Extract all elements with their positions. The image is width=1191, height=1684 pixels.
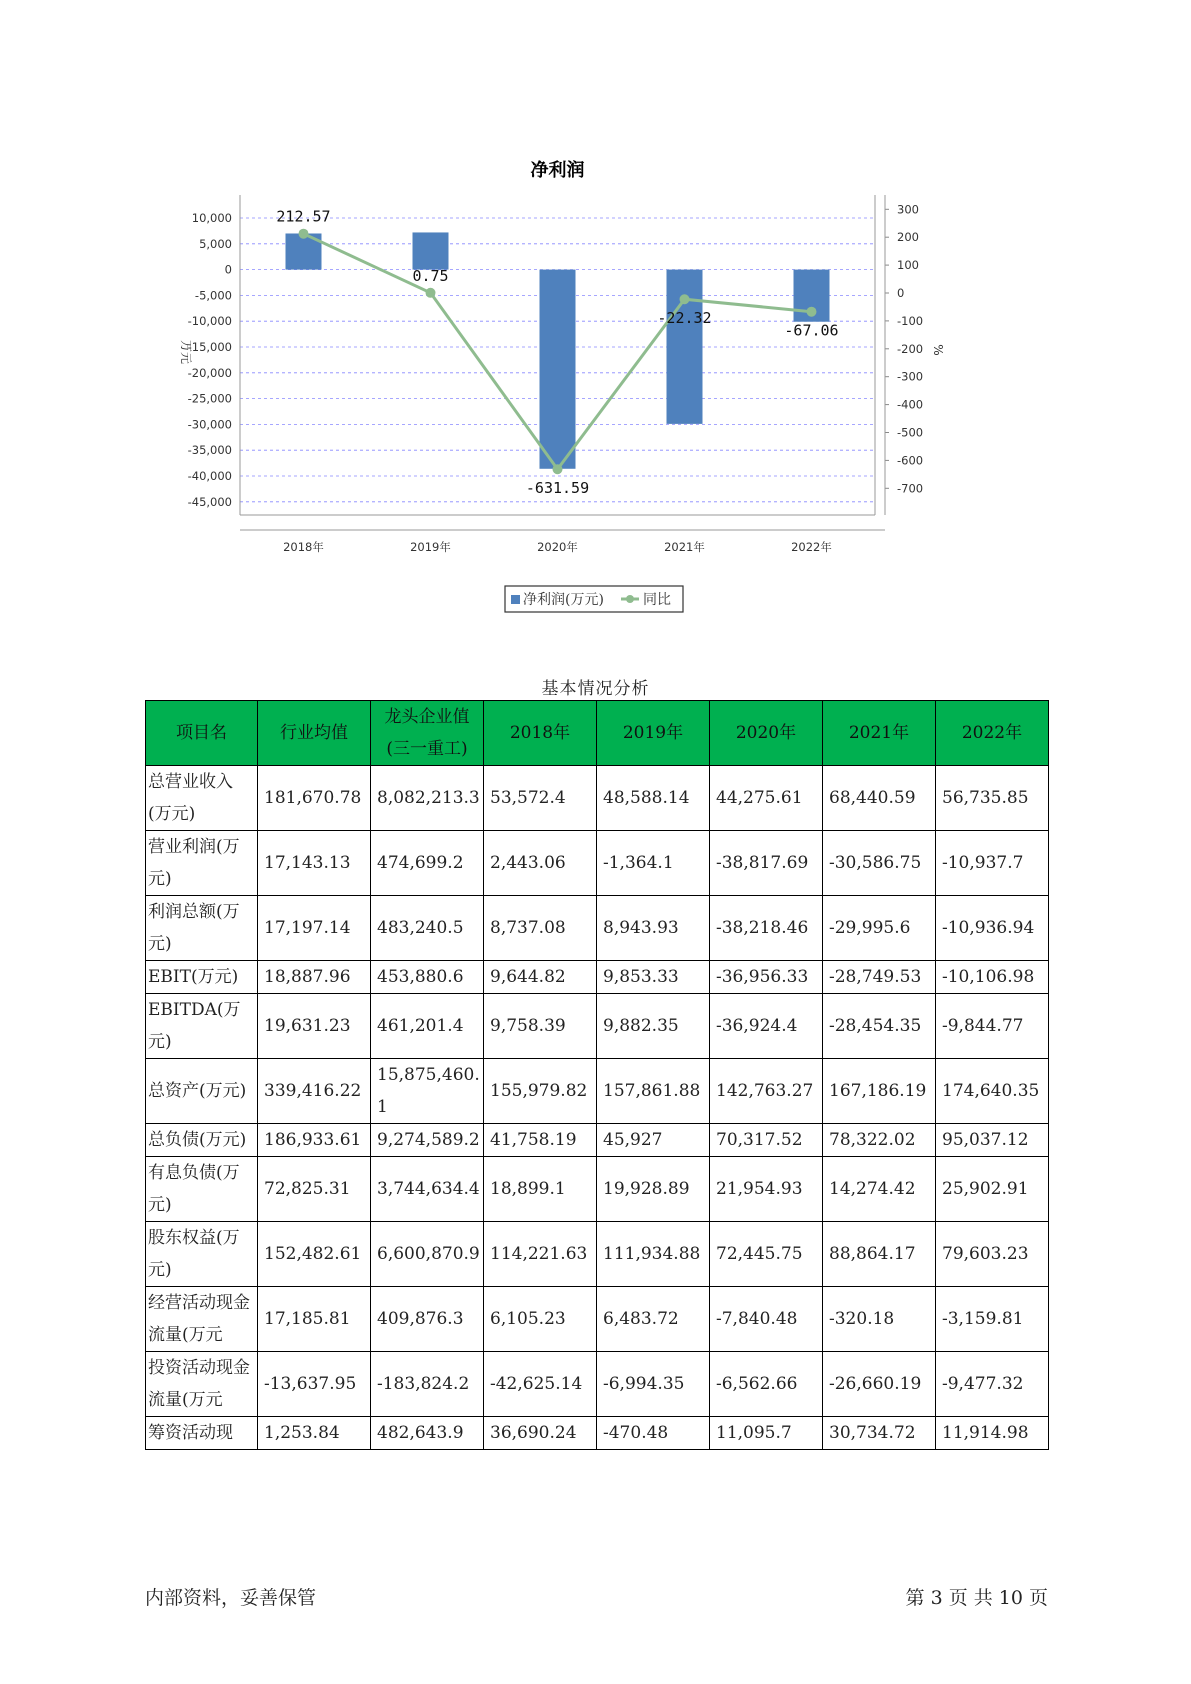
net-profit-chart	[170, 160, 1030, 630]
value-cell: -470.48	[597, 1417, 710, 1450]
y-tick-label: 10,000	[191, 211, 232, 225]
table-row	[146, 1059, 1049, 1124]
value-cell: 11,095.7	[710, 1417, 823, 1450]
row-name-cell: 总负债(万元)	[146, 1124, 258, 1157]
value-cell: 461,201.4	[371, 994, 484, 1059]
value-cell: 17,185.81	[258, 1287, 371, 1352]
yoy-data-label: 0.75	[412, 266, 449, 285]
row-name-cell: 股东权益(万元)	[146, 1222, 258, 1287]
row-name-cell: EBIT(万元)	[146, 961, 258, 994]
table-header-cell: 项目名	[146, 701, 258, 766]
legend-line-label: 同比	[643, 592, 671, 608]
value-cell: 14,274.42	[823, 1157, 936, 1222]
value-cell: -183,824.2	[371, 1352, 484, 1417]
value-cell: 482,643.9	[371, 1417, 484, 1450]
row-name-cell: 总资产(万元)	[146, 1059, 258, 1124]
table-header-cell: 龙头企业值(三一重工)	[371, 701, 484, 766]
value-cell: 72,825.31	[258, 1157, 371, 1222]
table-row	[146, 1124, 1049, 1157]
value-cell: 9,758.39	[484, 994, 597, 1059]
table-header-cell: 行业均值	[258, 701, 371, 766]
table-row	[146, 831, 1049, 896]
yoy-point	[299, 229, 309, 239]
value-cell: 44,275.61	[710, 766, 823, 831]
value-cell: -42,625.14	[484, 1352, 597, 1417]
value-cell: 157,861.88	[597, 1059, 710, 1124]
yoy-point	[426, 288, 436, 298]
value-cell: 79,603.23	[936, 1222, 1049, 1287]
value-cell: 9,853.33	[597, 961, 710, 994]
value-cell: -3,159.81	[936, 1287, 1049, 1352]
x-tick-label: 2019年	[410, 540, 451, 554]
value-cell: 474,699.2	[371, 831, 484, 896]
row-name-cell: 利润总额(万元)	[146, 896, 258, 961]
yoy-data-label: -22.32	[657, 309, 712, 328]
value-cell: 453,880.6	[371, 961, 484, 994]
table-header-cell: 2018年	[484, 701, 597, 766]
value-cell: 70,317.52	[710, 1124, 823, 1157]
x-tick-label: 2021年	[664, 540, 705, 554]
value-cell: -36,924.4	[710, 994, 823, 1059]
value-cell: -10,936.94	[936, 896, 1049, 961]
value-cell: 30,734.72	[823, 1417, 936, 1450]
value-cell: -38,817.69	[710, 831, 823, 896]
value-cell: 181,670.78	[258, 766, 371, 831]
row-name-cell: 经营活动现金流量(万元	[146, 1287, 258, 1352]
yoy-data-label: 212.57	[276, 207, 331, 226]
value-cell: 6,105.23	[484, 1287, 597, 1352]
value-cell: 17,143.13	[258, 831, 371, 896]
yoy-data-label: -631.59	[525, 479, 590, 498]
row-name-cell: 总营业收入(万元)	[146, 766, 258, 831]
value-cell: 8,737.08	[484, 896, 597, 961]
y2-tick-label: 300	[897, 202, 919, 217]
value-cell: 111,934.88	[597, 1222, 710, 1287]
value-cell: -1,364.1	[597, 831, 710, 896]
value-cell: 19,928.89	[597, 1157, 710, 1222]
value-cell: 483,240.5	[371, 896, 484, 961]
bar-net-profit	[667, 270, 703, 424]
value-cell: -28,749.53	[823, 961, 936, 994]
value-cell: 15,875,460.1	[371, 1059, 484, 1124]
y-tick-label: -10,000	[187, 314, 232, 329]
value-cell: 186,933.61	[258, 1124, 371, 1157]
value-cell: -13,637.95	[258, 1352, 371, 1417]
table-row	[146, 961, 1049, 994]
y-tick-label: -30,000	[187, 417, 232, 432]
y2-axis-title: %	[931, 344, 945, 356]
value-cell: -9,844.77	[936, 994, 1049, 1059]
y-tick-label: -15,000	[187, 340, 232, 354]
y-tick-label: -20,000	[187, 365, 232, 380]
table-row	[146, 1222, 1049, 1287]
y-tick-label: -25,000	[187, 391, 232, 406]
value-cell: 8,943.93	[597, 896, 710, 961]
y2-tick-label: -100	[897, 313, 924, 328]
table-row	[146, 1157, 1049, 1222]
value-cell: 17,197.14	[258, 896, 371, 961]
value-cell: 167,186.19	[823, 1059, 936, 1124]
value-cell: 53,572.4	[484, 766, 597, 831]
value-cell: -38,218.46	[710, 896, 823, 961]
yoy-point	[807, 307, 817, 317]
value-cell: 9,274,589.2	[371, 1124, 484, 1157]
value-cell: -6,994.35	[597, 1352, 710, 1417]
value-cell: 45,927	[597, 1124, 710, 1157]
value-cell: -7,840.48	[710, 1287, 823, 1352]
x-tick-label: 2022年	[791, 540, 832, 554]
y-tick-label: 0	[224, 262, 232, 277]
yoy-data-label: -67.06	[784, 321, 839, 340]
y-tick-label: -40,000	[187, 469, 232, 483]
value-cell: 48,588.14	[597, 766, 710, 831]
value-cell: -29,995.6	[823, 896, 936, 961]
value-cell: 142,763.27	[710, 1059, 823, 1124]
value-cell: 174,640.35	[936, 1059, 1049, 1124]
table-row	[146, 1352, 1049, 1417]
value-cell: 68,440.59	[823, 766, 936, 831]
value-cell: 25,902.91	[936, 1157, 1049, 1222]
table-row	[146, 1287, 1049, 1352]
y-tick-label: -5,000	[194, 288, 232, 303]
value-cell: -28,454.35	[823, 994, 936, 1059]
value-cell: 2,443.06	[484, 831, 597, 896]
x-tick-label: 2018年	[283, 540, 324, 554]
yoy-point	[553, 464, 563, 474]
table-header-cell: 2021年	[823, 701, 936, 766]
value-cell: 88,864.17	[823, 1222, 936, 1287]
legend-bar-swatch	[511, 595, 520, 604]
table-title: 基本情况分析	[541, 679, 650, 699]
value-cell: 155,979.82	[484, 1059, 597, 1124]
row-name-cell: 有息负债(万元)	[146, 1157, 258, 1222]
value-cell: 19,631.23	[258, 994, 371, 1059]
value-cell: 36,690.24	[484, 1417, 597, 1450]
value-cell: 409,876.3	[371, 1287, 484, 1352]
y2-tick-label: 200	[897, 230, 919, 245]
value-cell: 3,744,634.4	[371, 1157, 484, 1222]
value-cell: -9,477.32	[936, 1352, 1049, 1417]
value-cell: -320.18	[823, 1287, 936, 1352]
value-cell: 95,037.12	[936, 1124, 1049, 1157]
footer-confidential: 内部资料，妥善保管	[145, 1587, 317, 1609]
table-row	[146, 896, 1049, 961]
table-row	[146, 994, 1049, 1059]
table-header-row	[146, 701, 1049, 766]
value-cell: 72,445.75	[710, 1222, 823, 1287]
value-cell: 21,954.93	[710, 1157, 823, 1222]
y2-tick-label: -500	[897, 425, 924, 440]
value-cell: 9,644.82	[484, 961, 597, 994]
table-header-cell: 2020年	[710, 701, 823, 766]
value-cell: 339,416.22	[258, 1059, 371, 1124]
value-cell: 6,600,870.9	[371, 1222, 484, 1287]
value-cell: 152,482.61	[258, 1222, 371, 1287]
yoy-point	[680, 294, 690, 304]
row-name-cell: EBITDA(万元)	[146, 994, 258, 1059]
y2-tick-label: -300	[897, 369, 924, 384]
y2-tick-label: -600	[897, 453, 924, 468]
value-cell: 18,887.96	[258, 961, 371, 994]
row-name-cell: 筹资活动现	[146, 1417, 258, 1450]
value-cell: -36,956.33	[710, 961, 823, 994]
table-header-cell: 2022年	[936, 701, 1049, 766]
basic-analysis-table	[145, 700, 1049, 1450]
value-cell: 6,483.72	[597, 1287, 710, 1352]
x-tick-label: 2020年	[537, 540, 578, 554]
y2-tick-label: 0	[897, 286, 905, 300]
bar-net-profit	[540, 270, 576, 469]
legend-line-marker	[626, 595, 634, 603]
legend-bar-label: 净利润(万元)	[523, 592, 604, 608]
y-tick-label: -35,000	[187, 443, 232, 458]
value-cell: 11,914.98	[936, 1417, 1049, 1450]
footer-page-number: 第 3 页 共 10 页	[905, 1587, 1048, 1609]
value-cell: 56,735.85	[936, 766, 1049, 831]
chart-svg	[170, 160, 1030, 630]
value-cell: 114,221.63	[484, 1222, 597, 1287]
table-row	[146, 766, 1049, 831]
row-name-cell: 投资活动现金流量(万元	[146, 1352, 258, 1417]
value-cell: -26,660.19	[823, 1352, 936, 1417]
value-cell: 78,322.02	[823, 1124, 936, 1157]
y2-tick-label: 100	[897, 258, 919, 273]
value-cell: 18,899.1	[484, 1157, 597, 1222]
table-header-cell: 2019年	[597, 701, 710, 766]
value-cell: 9,882.35	[597, 994, 710, 1059]
row-name-cell: 营业利润(万元)	[146, 831, 258, 896]
value-cell: -30,586.75	[823, 831, 936, 896]
value-cell: 41,758.19	[484, 1124, 597, 1157]
y-tick-label: -45,000	[187, 494, 232, 509]
value-cell: 1,253.84	[258, 1417, 371, 1450]
table-row	[146, 1417, 1049, 1450]
value-cell: -6,562.66	[710, 1352, 823, 1417]
value-cell: -10,937.7	[936, 831, 1049, 896]
bar-net-profit	[413, 232, 449, 269]
value-cell: -10,106.98	[936, 961, 1049, 994]
y2-tick-label: -700	[897, 481, 924, 496]
y-axis-title: 万元	[179, 339, 193, 365]
value-cell: 8,082,213.3	[371, 766, 484, 831]
chart-title: 净利润	[530, 160, 585, 181]
y-tick-label: 5,000	[199, 236, 232, 251]
y2-tick-label: -200	[897, 341, 924, 356]
y2-tick-label: -400	[897, 397, 924, 412]
